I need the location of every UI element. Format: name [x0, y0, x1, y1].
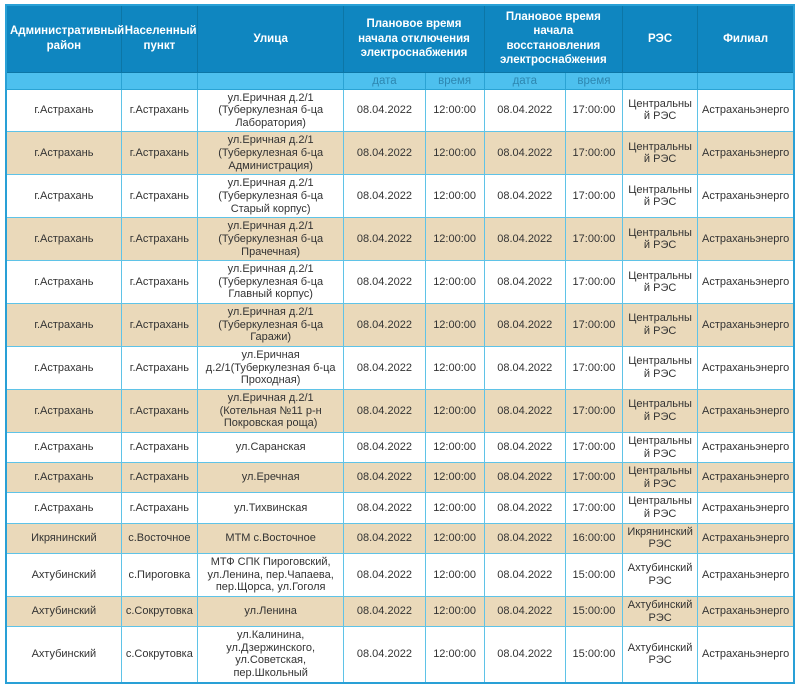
cell-off-date: 08.04.2022 [344, 463, 425, 493]
cell-on-time: 17:00:00 [565, 432, 622, 462]
cell-settlement: г.Астрахань [121, 89, 197, 132]
table-row [6, 389, 794, 432]
cell-off-date: 08.04.2022 [344, 554, 425, 597]
subheader-empty-settlement [121, 72, 197, 89]
cell-branch: Астраханьэнерго [698, 627, 794, 683]
cell-off-time: 12:00:00 [425, 389, 484, 432]
cell-off-time: 12:00:00 [425, 432, 484, 462]
cell-admin: г.Астрахань [6, 347, 121, 390]
cell-settlement: с.Пироговка [121, 554, 197, 597]
cell-on-date: 08.04.2022 [484, 554, 565, 597]
cell-off-date: 08.04.2022 [344, 261, 425, 304]
cell-admin: Ахтубинский [6, 627, 121, 683]
cell-on-time: 17:00:00 [565, 261, 622, 304]
cell-settlement: г.Астрахань [121, 175, 197, 218]
cell-on-date: 08.04.2022 [484, 347, 565, 390]
cell-off-date: 08.04.2022 [344, 347, 425, 390]
cell-street: ул.Еричная д.2/1 (Туберкулезная б-ца Гаражи) [197, 304, 343, 347]
header-res: РЭС [623, 5, 698, 72]
cell-settlement: г.Астрахань [121, 432, 197, 462]
cell-street: ул.Ленина [197, 596, 343, 626]
cell-on-date: 08.04.2022 [484, 523, 565, 553]
cell-off-date: 08.04.2022 [344, 596, 425, 626]
cell-on-date: 08.04.2022 [484, 596, 565, 626]
cell-on-time: 17:00:00 [565, 175, 622, 218]
cell-branch: Астраханьэнерго [698, 132, 794, 175]
cell-branch: Астраханьэнерго [698, 463, 794, 493]
cell-on-time: 17:00:00 [565, 493, 622, 523]
cell-off-date: 08.04.2022 [344, 432, 425, 462]
cell-off-date: 08.04.2022 [344, 493, 425, 523]
cell-off-date: 08.04.2022 [344, 89, 425, 132]
cell-on-time: 15:00:00 [565, 596, 622, 626]
table-body [6, 89, 794, 683]
cell-off-date: 08.04.2022 [344, 389, 425, 432]
cell-admin: г.Астрахань [6, 389, 121, 432]
cell-admin: Икрянинский [6, 523, 121, 553]
cell-street: ул.Еричная д.2/1(Туберкулезная б-ца Проходная) [197, 347, 343, 390]
cell-on-date: 08.04.2022 [484, 218, 565, 261]
cell-res: Центральный РЭС [623, 389, 698, 432]
table-row [6, 89, 794, 132]
cell-on-time: 17:00:00 [565, 389, 622, 432]
cell-res: Центральный РЭС [623, 89, 698, 132]
cell-on-time: 17:00:00 [565, 132, 622, 175]
table-row [6, 493, 794, 523]
cell-branch: Астраханьэнерго [698, 304, 794, 347]
cell-branch: Астраханьэнерго [698, 218, 794, 261]
cell-branch: Астраханьэнерго [698, 175, 794, 218]
cell-branch: Астраханьэнерго [698, 596, 794, 626]
cell-settlement: с.Восточное [121, 523, 197, 553]
cell-off-date: 08.04.2022 [344, 304, 425, 347]
cell-admin: г.Астрахань [6, 304, 121, 347]
cell-res: Центральный РЭС [623, 463, 698, 493]
cell-branch: Астраханьэнерго [698, 493, 794, 523]
table-row [6, 304, 794, 347]
cell-street: ул.Еричная д.2/1 (Котельная №11 р-н Покровская роща) [197, 389, 343, 432]
cell-settlement: г.Астрахань [121, 132, 197, 175]
cell-res: Центральный РЭС [623, 347, 698, 390]
cell-off-date: 08.04.2022 [344, 523, 425, 553]
cell-settlement: с.Сокрутовка [121, 627, 197, 683]
cell-on-date: 08.04.2022 [484, 432, 565, 462]
cell-settlement: г.Астрахань [121, 218, 197, 261]
header-row-main [6, 5, 794, 72]
cell-res: Центральный РЭС [623, 132, 698, 175]
cell-off-time: 12:00:00 [425, 89, 484, 132]
cell-street: ул.Калинина, ул.Дзержинского, ул.Советская, пер.Школьный [197, 627, 343, 683]
cell-admin: Ахтубинский [6, 554, 121, 597]
cell-street: МТМ с.Восточное [197, 523, 343, 553]
planned-outage-table [5, 4, 795, 684]
cell-off-time: 12:00:00 [425, 554, 484, 597]
cell-branch: Астраханьэнерго [698, 261, 794, 304]
cell-res: Центральный РЭС [623, 175, 698, 218]
cell-branch: Астраханьэнерго [698, 523, 794, 553]
table-header [6, 5, 794, 89]
subheader-empty-branch [698, 72, 794, 89]
cell-admin: г.Астрахань [6, 175, 121, 218]
cell-admin: г.Астрахань [6, 261, 121, 304]
cell-on-time: 15:00:00 [565, 627, 622, 683]
table-row [6, 218, 794, 261]
cell-branch: Астраханьэнерго [698, 432, 794, 462]
cell-settlement: г.Астрахань [121, 493, 197, 523]
header-restore-start-group: Плановое время начала восстановления электроснабжения [484, 5, 622, 72]
cell-street: ул.Тихвинская [197, 493, 343, 523]
cell-admin: г.Астрахань [6, 218, 121, 261]
cell-off-date: 08.04.2022 [344, 132, 425, 175]
cell-settlement: г.Астрахань [121, 463, 197, 493]
cell-off-date: 08.04.2022 [344, 627, 425, 683]
cell-on-date: 08.04.2022 [484, 463, 565, 493]
cell-res: Центральный РЭС [623, 261, 698, 304]
cell-res: Центральный РЭС [623, 432, 698, 462]
cell-admin: г.Астрахань [6, 432, 121, 462]
cell-admin: г.Астрахань [6, 463, 121, 493]
cell-off-time: 12:00:00 [425, 523, 484, 553]
cell-res: Ахтубинский РЭС [623, 596, 698, 626]
cell-admin: г.Астрахань [6, 89, 121, 132]
table-row [6, 261, 794, 304]
cell-branch: Астраханьэнерго [698, 89, 794, 132]
cell-branch: Астраханьэнерго [698, 389, 794, 432]
table-row [6, 132, 794, 175]
cell-on-time: 17:00:00 [565, 463, 622, 493]
cell-settlement: с.Сокрутовка [121, 596, 197, 626]
table-row [6, 554, 794, 597]
cell-street: МТФ СПК Пироговский, ул.Ленина, пер.Чапаева, пер.Щорса, ул.Гоголя [197, 554, 343, 597]
cell-on-date: 08.04.2022 [484, 261, 565, 304]
cell-branch: Астраханьэнерго [698, 347, 794, 390]
cell-on-time: 17:00:00 [565, 218, 622, 261]
cell-res: Центральный РЭС [623, 218, 698, 261]
header-settlement: Населенный пункт [121, 5, 197, 72]
table-row [6, 523, 794, 553]
subheader-restore-time: время [565, 72, 622, 89]
cell-street: ул.Еричная д.2/1 (Туберкулезная б-ца Старый корпус) [197, 175, 343, 218]
cell-off-time: 12:00:00 [425, 175, 484, 218]
cell-on-date: 08.04.2022 [484, 132, 565, 175]
cell-off-time: 12:00:00 [425, 627, 484, 683]
cell-on-date: 08.04.2022 [484, 89, 565, 132]
cell-settlement: г.Астрахань [121, 304, 197, 347]
subheader-outage-date: дата [344, 72, 425, 89]
table-row [6, 463, 794, 493]
cell-off-time: 12:00:00 [425, 493, 484, 523]
cell-street: ул.Еричная д.2/1 (Туберкулезная б-ца Администрация) [197, 132, 343, 175]
cell-off-date: 08.04.2022 [344, 218, 425, 261]
header-street: Улица [197, 5, 343, 72]
cell-res: Центральный РЭС [623, 304, 698, 347]
cell-res: Ахтубинский РЭС [623, 627, 698, 683]
cell-on-date: 08.04.2022 [484, 389, 565, 432]
cell-res: Икрянинский РЭС [623, 523, 698, 553]
cell-street: ул.Саранская [197, 432, 343, 462]
subheader-empty-res [623, 72, 698, 89]
cell-off-time: 12:00:00 [425, 463, 484, 493]
subheader-empty-admin [6, 72, 121, 89]
cell-off-date: 08.04.2022 [344, 175, 425, 218]
table-row [6, 596, 794, 626]
cell-off-time: 12:00:00 [425, 132, 484, 175]
header-outage-start-group: Плановое время начала отключения электроснабжения [344, 5, 484, 72]
cell-off-time: 12:00:00 [425, 218, 484, 261]
cell-street: ул.Еречная [197, 463, 343, 493]
header-row-sub [6, 72, 794, 89]
table-row [6, 432, 794, 462]
cell-street: ул.Еричная д.2/1 (Туберкулезная б-ца Главный корпус) [197, 261, 343, 304]
cell-on-date: 08.04.2022 [484, 627, 565, 683]
cell-admin: г.Астрахань [6, 132, 121, 175]
cell-street: ул.Еричная д.2/1 (Туберкулезная б-ца Прачечная) [197, 218, 343, 261]
table-row [6, 347, 794, 390]
cell-street: ул.Еричная д.2/1 (Туберкулезная б-ца Лаборатория) [197, 89, 343, 132]
cell-on-date: 08.04.2022 [484, 175, 565, 218]
cell-res: Ахтубинский РЭС [623, 554, 698, 597]
cell-on-time: 17:00:00 [565, 304, 622, 347]
cell-off-time: 12:00:00 [425, 304, 484, 347]
cell-on-time: 17:00:00 [565, 347, 622, 390]
cell-res: Центральный РЭС [623, 493, 698, 523]
subheader-empty-street [197, 72, 343, 89]
cell-settlement: г.Астрахань [121, 389, 197, 432]
cell-on-time: 17:00:00 [565, 89, 622, 132]
cell-branch: Астраханьэнерго [698, 554, 794, 597]
table-row [6, 627, 794, 683]
header-admin-district: Административный район [6, 5, 121, 72]
cell-on-time: 16:00:00 [565, 523, 622, 553]
cell-off-time: 12:00:00 [425, 261, 484, 304]
cell-settlement: г.Астрахань [121, 347, 197, 390]
cell-off-time: 12:00:00 [425, 596, 484, 626]
cell-settlement: г.Астрахань [121, 261, 197, 304]
cell-on-date: 08.04.2022 [484, 304, 565, 347]
subheader-outage-time: время [425, 72, 484, 89]
cell-admin: Ахтубинский [6, 596, 121, 626]
header-branch: Филиал [698, 5, 794, 72]
cell-on-time: 15:00:00 [565, 554, 622, 597]
cell-off-time: 12:00:00 [425, 347, 484, 390]
table-row [6, 175, 794, 218]
cell-admin: г.Астрахань [6, 493, 121, 523]
cell-on-date: 08.04.2022 [484, 493, 565, 523]
subheader-restore-date: дата [484, 72, 565, 89]
